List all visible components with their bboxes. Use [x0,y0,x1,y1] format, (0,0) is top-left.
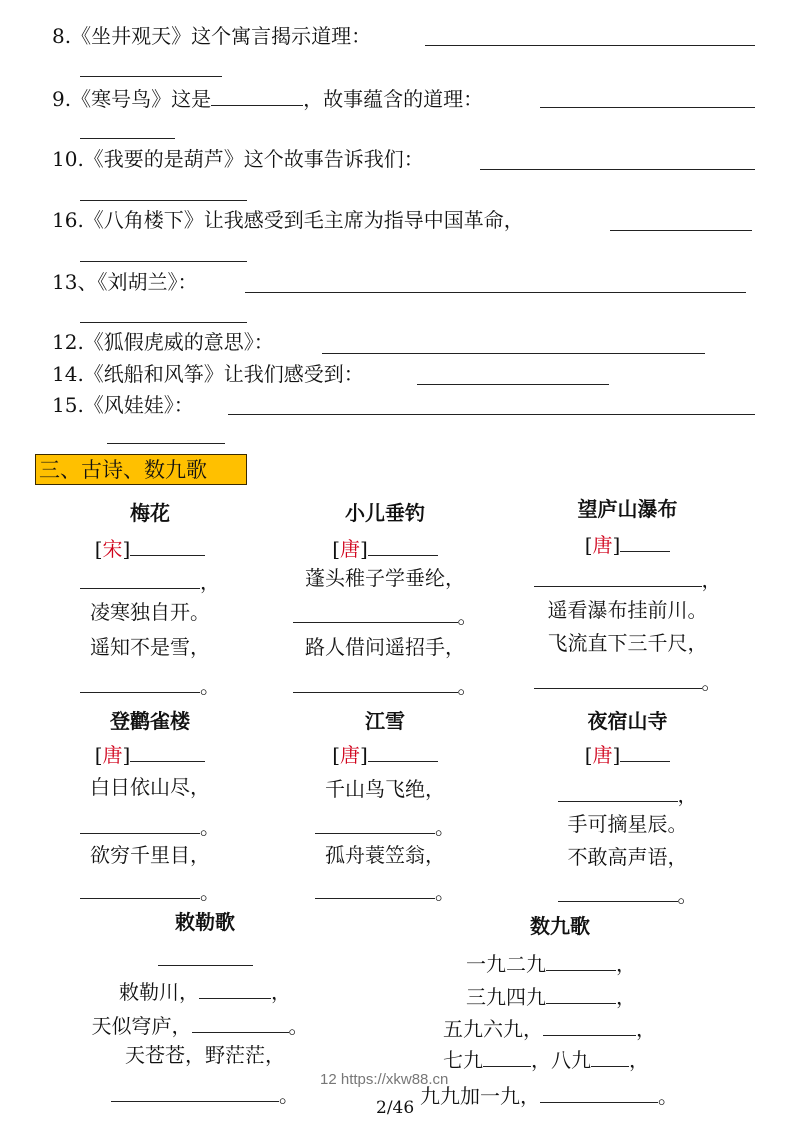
answer-blank[interactable] [534,668,702,689]
poem-line: 孤舟蓑笠翁， [325,843,445,867]
poem-title: 小儿垂钓 [345,501,425,525]
poem-line: 。 [515,881,740,907]
poem-line: 白日依山尽， [90,775,210,799]
answer-blank[interactable] [558,881,678,902]
poem-title: 江雪 [365,709,405,733]
poem-line: 凌寒独自开。 [90,600,210,624]
answer-blank[interactable] [293,602,458,623]
poem-dynasty: [唐] [275,535,495,561]
answer-blank[interactable] [80,76,222,77]
answer-blank[interactable] [591,1046,629,1067]
poem-line: 七九 ，八九 ， [443,1048,649,1072]
answer-blank[interactable] [610,230,752,231]
answer-blank[interactable] [107,443,225,444]
answer-blank[interactable] [211,85,303,106]
poem-line: 遥看瀑布挂前川。 [547,598,708,622]
answer-blank[interactable] [483,1046,531,1067]
question-8: 8.《坐井观天》这个寓言揭示道理： [52,24,372,48]
poem-line: 遥知不是雪， [90,635,210,659]
watermark: 12 https://xkw88.cn [320,1071,449,1088]
poem-line: 。 [275,878,495,904]
poem-title: 望庐山瀑布 [577,497,678,521]
answer-blank[interactable] [546,950,616,971]
question-12: 12.《狐假虎威的意思》： [52,330,274,354]
poem-title-shujiu: 数九歌 [530,914,590,938]
answer-blank[interactable] [80,138,175,139]
answer-blank[interactable] [620,531,670,552]
answer-blank[interactable] [80,568,200,589]
answer-blank[interactable] [540,1082,658,1103]
answer-blank[interactable] [158,945,253,966]
poem-title: 梅花 [130,501,170,525]
answer-blank[interactable] [80,322,247,323]
poem-line [75,945,335,971]
answer-blank[interactable] [368,741,438,762]
question-15: 15.《风娃娃》： [52,393,194,417]
answer-blank[interactable] [245,292,746,293]
question-9 [52,85,483,111]
question-13: 13、《刘胡兰》： [52,270,198,294]
answer-blank[interactable] [228,414,755,415]
poem-dynasty: [唐] [40,741,260,767]
poem-line: 。 [515,668,740,694]
poem-line: ， [515,781,740,807]
poem-line: 三九四九 ， [466,985,636,1009]
question-text: 9.《寒号鸟》这是 [52,87,212,111]
question-16: 16.《八角楼下》让我感受到毛主席为指导中国革命， [52,208,524,232]
poem-line: 敕勒川， ， [119,980,291,1004]
answer-blank[interactable] [417,384,609,385]
poem-line: ， [40,568,260,594]
question-14: 14.《纸船和风筝》让我们感受到： [52,362,364,386]
answer-blank[interactable] [540,107,755,108]
answer-blank[interactable] [315,813,435,834]
poem-line: 。 [40,672,260,698]
poem-dynasty: [宋] [40,535,260,561]
question-10: 10.《我要的是葫芦》这个故事告诉我们： [52,147,424,171]
poem-title: 夜宿山寺 [587,709,668,733]
poem-title: 登鹳雀楼 [110,709,190,733]
poem-line: 千山鸟飞绝， [325,777,445,801]
answer-blank[interactable] [534,566,702,587]
answer-blank[interactable] [322,353,705,354]
poem-title: 敕勒歌 [175,910,235,934]
answer-blank[interactable] [543,1015,636,1036]
poem-line: 五九六九， ， [443,1017,656,1041]
poem-line: 。 [275,602,495,628]
poem-dynasty: [唐] [275,741,495,767]
poem-line: 。 [275,672,495,698]
poem-line: 。 [275,813,495,839]
poem-line: 路人借问遥招手， [305,635,465,659]
answer-blank[interactable] [80,261,247,262]
answer-blank[interactable] [80,672,200,693]
poem-line: 。 [40,813,260,839]
answer-blank[interactable] [620,741,670,762]
answer-blank[interactable] [368,535,438,556]
answer-blank[interactable] [480,169,755,170]
page-number: 2/46 [376,1098,415,1118]
answer-blank[interactable] [546,983,616,1004]
poem-dynasty: [唐] [515,531,740,557]
poem-line: 不敢高声语， [567,845,688,869]
poem-line: 天似穹庐， 。 [91,1014,309,1038]
answer-blank[interactable] [425,45,755,46]
poem-line: 。 [75,1081,335,1107]
section-heading: 三、古诗、数九歌 [35,454,247,485]
answer-blank[interactable] [111,1081,279,1102]
poem-line: 。 [40,878,260,904]
answer-blank[interactable] [80,878,200,899]
poem-line: ， [515,566,740,592]
poem-line: 九九加一九， 。 [420,1084,678,1108]
answer-blank[interactable] [558,781,678,802]
poem-line: 天苍苍，野茫茫， [125,1043,285,1067]
answer-blank[interactable] [130,741,205,762]
answer-blank[interactable] [199,978,271,999]
poem-line: 蓬头稚子学垂纶， [305,566,465,590]
answer-blank[interactable] [80,813,200,834]
poem-line: 手可摘星辰。 [567,812,688,836]
answer-blank[interactable] [192,1012,289,1033]
poem-line: 一九二九 ， [466,952,636,976]
poem-line: 欲穷千里目， [90,843,210,867]
answer-blank[interactable] [293,672,458,693]
poem-dynasty: [唐] [515,741,740,767]
answer-blank[interactable] [130,535,205,556]
answer-blank[interactable] [80,200,247,201]
answer-blank[interactable] [315,878,435,899]
poem-line: 飞流直下三千尺， [547,631,708,655]
question-text: ，故事蕴含的道理： [303,87,484,111]
